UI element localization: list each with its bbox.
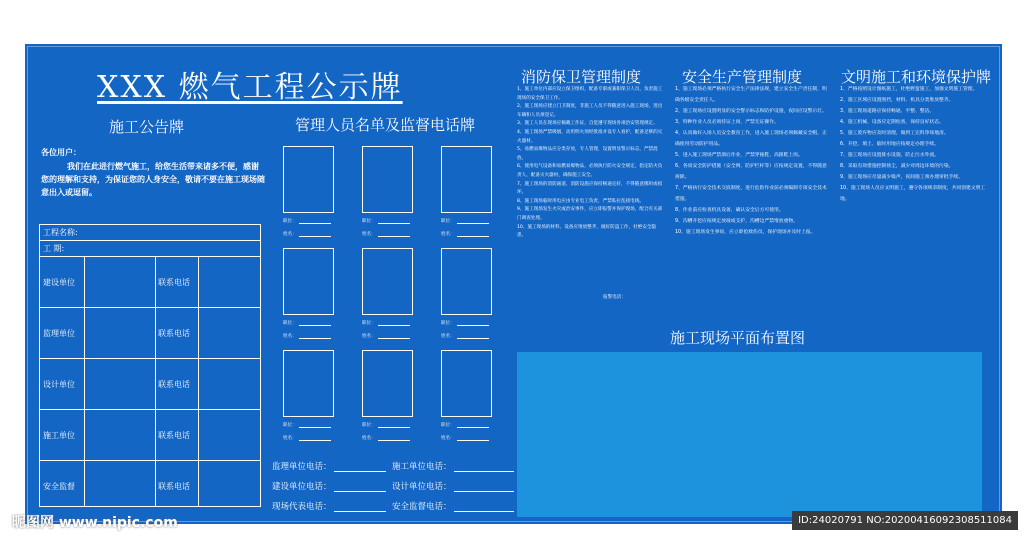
safety-rules-list (675, 84, 831, 238)
staff-position-field: 职位： (441, 218, 489, 224)
notice-greeting: 各位用户： (41, 148, 81, 157)
table-row-unit: 建设单位 (43, 278, 75, 287)
table-row-contact: 联系电话 (158, 329, 190, 338)
staff-photo-frame (283, 146, 334, 213)
list-item: 1、严格按照设计图纸施工，杜绝野蛮施工，加强文明施工管理。 (840, 87, 978, 92)
staff-photo-frame (283, 350, 334, 417)
project-name-label: 工程名称: (43, 228, 78, 237)
staff-position-field: 职位： (441, 320, 489, 326)
staff-name-field: 姓名： (362, 231, 410, 237)
list-item: 10、施工现场的材料、设备应堆放整齐，做好防盗工作，杜绝安全隐患。 (517, 224, 657, 239)
notice-board (25, 44, 1002, 524)
phone-design: 设计单位电话： (392, 480, 514, 492)
list-item: 8、作业前应检查机具设备，确认安全后方可使用。 (675, 208, 784, 213)
list-item: 4、施工机械、设备应定期检查，保持良好状态。 (840, 120, 944, 125)
list-item: 3、施工现场道路应保持畅通、平整、整洁。 (840, 109, 935, 114)
table-row-contact: 联系电话 (158, 380, 190, 389)
notice-heading: 施工公告牌 (109, 118, 185, 136)
staff-photo-frame (441, 350, 492, 417)
staff-position-field: 职位： (362, 422, 410, 428)
staff-name-field: 姓名： (441, 231, 489, 237)
watermark-logo: 昵图网 www.nipic.com (12, 515, 178, 531)
list-item: 6、各项安全防护措施（安全网、防护栏杆等）应按规定设置，不得随意拆除。 (675, 164, 827, 180)
table-row-contact: 联系电话 (158, 431, 190, 440)
list-item: 6、开挖、填土、临时用地应按规定办理手续。 (840, 142, 939, 147)
list-item: 3、施工人员在现场应佩戴工作证，自觉遵守现场各项治安管理规定。 (517, 121, 658, 127)
list-item: 8、采取有效措施控制扬尘，减少对周边环境的污染。 (840, 164, 954, 169)
phone-construction: 施工单位电话： (392, 460, 514, 472)
list-item: 5、进入施工现场严禁酒后作业，严禁穿拖鞋、高跟鞋上岗。 (675, 153, 803, 158)
staff-photo-frame (283, 248, 334, 315)
table-row-contact: 联系电话 (158, 278, 190, 287)
staff-photo-frame (362, 350, 413, 417)
civil-heading: 文明施工和环境保护牌 (841, 68, 992, 86)
civil-rules-list (840, 84, 990, 205)
staff-name-field: 姓名： (283, 333, 331, 339)
list-item: 2、施工现场应建立门卫制度，非施工人员不得随意进入施工现场，进出车辆和人员须登记。 (517, 104, 663, 118)
staff-heading: 管理人员名单及监督电话牌 (295, 116, 476, 134)
board-title: XXX 燃气工程公示牌 (97, 70, 403, 105)
project-period-label: 工 期: (43, 244, 65, 253)
list-item: 7、严格执行安全技术交底制度，进行危险作业前必须编制专项安全技术措施。 (675, 186, 827, 202)
staff-photo-frame (362, 248, 413, 315)
list-item: 4、施工现场严禁吸烟，动用明火须经批准并设专人看护，配备足够的灭火器材。 (517, 129, 663, 144)
staff-name-field: 姓名： (362, 333, 410, 339)
list-item: 1、施工现场必须严格执行安全生产法律法规，建立安全生产责任制，明确各级安全责任人。 (675, 87, 827, 103)
list-item: 1、施工单位内部应设立保卫组织，配备专职或兼职保卫人员，负责施工现场的安全保卫工作。 (517, 87, 663, 101)
list-item: 6、使用电气设备和易燃易爆物品，必须执行防火安全规定，指定防火负责人，配备灭火器材，确保施工安全。 (517, 164, 663, 178)
table-row-unit: 监理单位 (43, 329, 75, 338)
list-item: 10、施工现场人员应文明施工，遵守各项规章制度，共同创建文明工地。 (840, 186, 986, 202)
fire-heading: 消防保卫管理制度 (521, 68, 642, 86)
list-item: 9、施工现场发生火灾或治安事件，应立即报警并保护现场，配合有关部门调查处理。 (517, 207, 663, 221)
table-row-unit: 施工单位 (43, 431, 75, 440)
safety-heading: 安全生产管理制度 (682, 68, 803, 86)
table-row-unit: 设计单位 (43, 380, 75, 389)
staff-name-field: 姓名： (441, 435, 489, 441)
list-item: 8、施工现场临时用电应由专业电工负责，严禁私拉乱接电线。 (517, 198, 644, 204)
staff-name-field: 姓名： (441, 333, 489, 339)
list-item: 3、特种作业人员必须持证上岗，严禁无证操作。 (675, 120, 779, 125)
watermark-id: ID:24020791 NO:20200416092308511084 (792, 511, 1018, 530)
staff-position-field: 职位： (283, 422, 331, 428)
phone-supervision: 监理单位电话： (272, 460, 386, 472)
staff-name-field: 姓名： (362, 435, 410, 441)
table-row-unit: 安全监督 (43, 482, 75, 491)
list-item: 9、沟槽开挖应按规定放坡或支护，沟槽边严禁堆放重物。 (675, 219, 798, 224)
fire-rules-list (517, 86, 663, 241)
fire-report-label: 报警电话： (603, 295, 626, 300)
table-row-contact: 联系电话 (158, 482, 190, 491)
phone-developer: 建设单位电话： (272, 480, 386, 492)
staff-photo-frame (362, 146, 413, 213)
phone-safety: 安全监督电话： (392, 500, 514, 512)
list-item: 2、施工现场应设置明显的安全警示标志和防护设施，夜间应设警示灯。 (675, 109, 827, 114)
project-info-table (39, 224, 261, 507)
staff-position-field: 职位： (362, 320, 410, 326)
list-item: 9、施工现场应尽量减少噪声，夜间施工须办理审批手续。 (840, 175, 963, 180)
notice-body: 我们在此进行燃气施工，给您生活带来诸多不便，感谢您的理解和支持，为保证您的人身安全，敬请不要在施工现场随意出入或逗留。 (41, 162, 265, 197)
site-plan-heading: 施工现场平面布置图 (670, 329, 806, 347)
staff-name-field: 姓名： (283, 435, 331, 441)
staff-position-field: 职位： (441, 422, 489, 428)
phone-site-rep: 现场代表电话： (272, 500, 386, 512)
staff-position-field: 职位： (362, 218, 410, 224)
list-item: 4、认真做好入场人员安全教育工作，进入施工现场必须佩戴安全帽，正确使用劳动防护用品。 (675, 131, 827, 147)
staff-photo-frame (441, 146, 492, 213)
staff-position-field: 职位： (283, 218, 331, 224)
site-plan-area (517, 352, 982, 517)
staff-position-field: 职位： (283, 320, 331, 326)
list-item: 2、施工区域应设置围挡，材料、机具分类堆放整齐。 (840, 98, 954, 103)
staff-photo-frame (441, 248, 492, 315)
staff-name-field: 姓名： (283, 231, 331, 237)
list-item: 5、施工废弃物应及时清理，做到工完料净场地清。 (840, 131, 949, 136)
list-item: 7、施工现场的消防通道、消防设施应保持畅通完好，不得随意挪用或损坏。 (517, 181, 663, 196)
list-item: 10、施工现场发生事故，应立即抢救伤员，保护现场并及时上报。 (675, 230, 816, 235)
list-item: 7、施工现场应设置排水设施，防止污水外流。 (840, 153, 939, 158)
list-item: 5、易燃易爆物品应分类存放，专人管理，设置明显警示标志，严禁混放。 (517, 147, 658, 161)
